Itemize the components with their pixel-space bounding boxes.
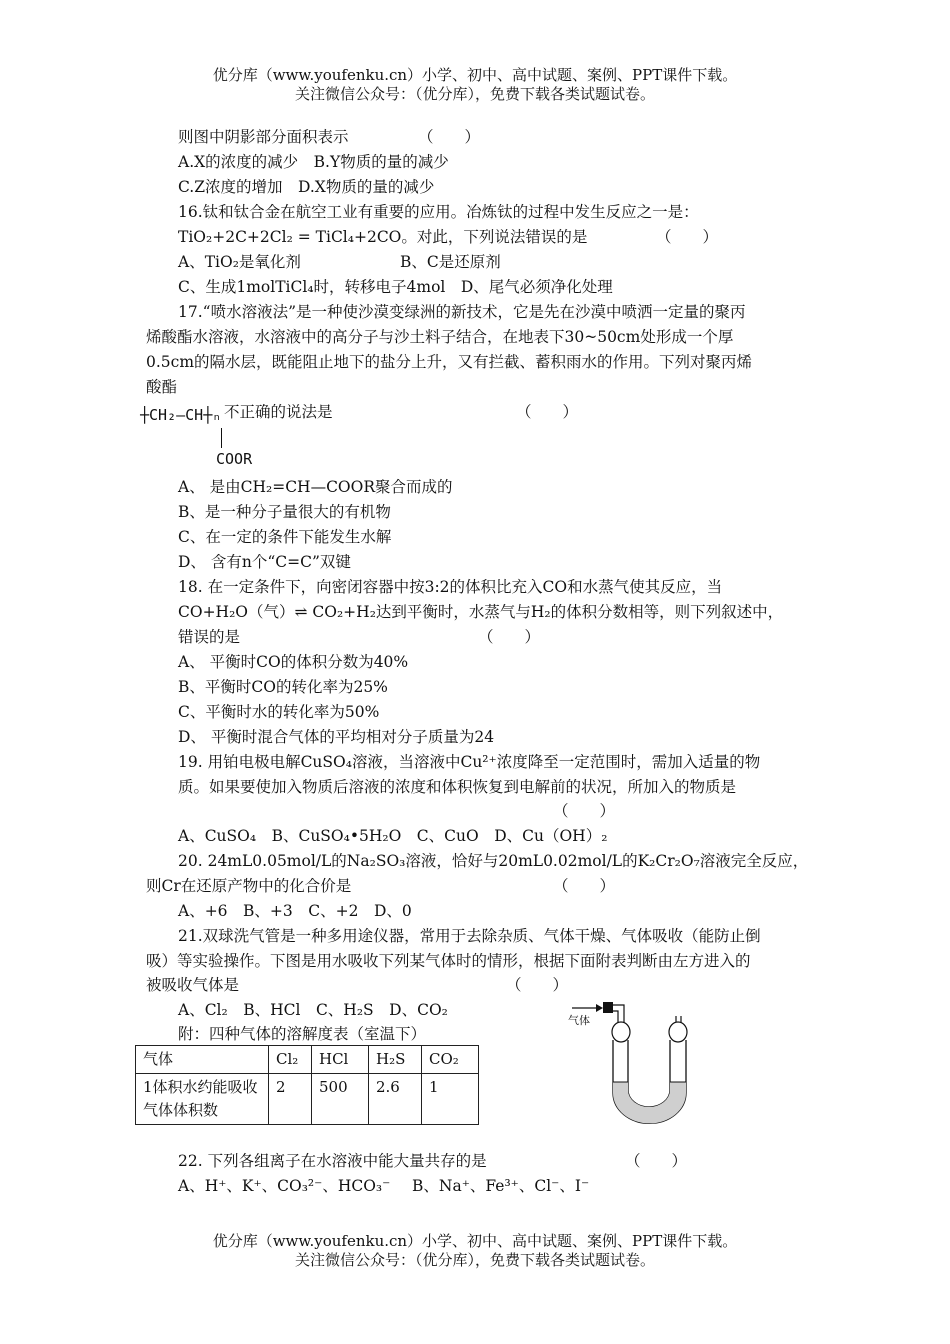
q18-option-a: A、 平衡时CO的体积分数为40% bbox=[178, 653, 409, 671]
q17-stem-2: 烯酸酯水溶液，水溶液中的高分子与沙土料子结合，在地表下30~50cm处形成一个厚 bbox=[146, 328, 734, 346]
q20-answer-paren: （ ） bbox=[553, 877, 616, 895]
q16-option-b: B、C是还原剂 bbox=[400, 253, 501, 271]
header-line-2: 关注微信公众号：（优分库），免费下载各类试题试卷。 bbox=[294, 85, 655, 103]
header-line-1: 优分库（www.youfenku.cn）小学、初中、高中试题、案例、PPT课件下载。 bbox=[212, 66, 738, 84]
table-cell: 500 bbox=[312, 1074, 369, 1125]
q18-stem-2: CO+H₂O（气）⇌ CO₂+H₂达到平衡时，水蒸气与H₂的体积分数相等，则下列叙述中， bbox=[178, 603, 784, 621]
q21-stem-3: 被吸收气体是 bbox=[146, 976, 240, 994]
q21-stem-1: 21.双球洗气管是一种多用途仪器，常用于去除杂质、气体干燥、气体吸收（能防止倒 bbox=[178, 927, 761, 945]
gas-arrow-head bbox=[596, 1004, 603, 1012]
q17-option-c: C、在一定的条件下能发生水解 bbox=[178, 528, 392, 546]
q16-answer-paren: （ ） bbox=[656, 228, 719, 246]
gas-solubility-table bbox=[135, 1045, 479, 1125]
table-row-label: 1体积水约能吸收气体体积数 bbox=[136, 1074, 269, 1125]
figure-gas-label: 气体 bbox=[568, 1014, 590, 1027]
table-cell: 1 bbox=[422, 1074, 479, 1125]
right-bulb bbox=[669, 1022, 687, 1042]
q15-options-ab: A.X的浓度的减少 B.Y物质的量的减少 bbox=[178, 153, 449, 171]
q16-stem-2: TiO₂+2C+2Cl₂ = TiCl₄+2CO。对此，下列说法错误的是 bbox=[178, 228, 588, 246]
q18-option-c: C、平衡时水的转化率为50% bbox=[178, 703, 380, 721]
q22-answer-paren: （ ） bbox=[625, 1152, 688, 1170]
table-header-cell: Cl₂ bbox=[269, 1046, 312, 1074]
q18-stem-3: 错误的是 bbox=[178, 628, 241, 646]
q22-stem: 22. 下列各组离子在水溶液中能大量共存的是 bbox=[178, 1152, 487, 1170]
q17-stem-5: 不正确的说法是 bbox=[224, 403, 333, 421]
q19-stem-1: 19. 用铂电极电解CuSO₄溶液，当溶液中Cu²⁺浓度降至一定范围时，需加入适量的物 bbox=[178, 753, 761, 771]
left-bulb bbox=[612, 1022, 630, 1042]
q20-stem-2: 则Cr在还原产物中的化合价是 bbox=[146, 877, 352, 895]
q20-options: A、+6 B、+3 C、+2 D、0 bbox=[178, 902, 412, 920]
q15-stem: 则图中阴影部分面积表示 bbox=[178, 128, 349, 146]
q18-answer-paren: （ ） bbox=[478, 628, 541, 646]
q18-stem-1: 18. 在一定条件下，向密闭容器中按3:2的体积比充入CO和水蒸气使其反应，当 bbox=[178, 578, 723, 596]
table-header-row bbox=[136, 1046, 479, 1074]
q17-stem-4: 酸酯 bbox=[146, 378, 178, 396]
q17-answer-paren: （ ） bbox=[516, 403, 579, 421]
table-header-cell: H₂S bbox=[369, 1046, 422, 1074]
q21-table-caption: 附：四种气体的溶解度表（室温下） bbox=[178, 1025, 427, 1043]
polyacrylate-structure bbox=[140, 406, 270, 468]
q18-option-b: B、平衡时CO的转化率为25% bbox=[178, 678, 388, 696]
q20-stem-1: 20. 24mL0.05mol/L的Na₂SO₃溶液，恰好与20mL0.02mol/L的K₂Cr₂O₇溶液完全反应， bbox=[178, 852, 809, 870]
q22-option-a: A、H⁺、K⁺、CO₃²⁻、HCO₃⁻ bbox=[178, 1177, 391, 1195]
q16-stem-1: 16.钛和钛合金在航空工业有重要的应用。冶炼钛的过程中发生反应之一是： bbox=[178, 203, 699, 221]
q19-stem-2: 质。如果要使加入物质后溶液的浓度和体积恢复到电解前的状况，所加入的物质是 bbox=[178, 778, 737, 796]
q17-option-a: A、 是由CH₂=CH—COOR聚合而成的 bbox=[178, 478, 453, 496]
polyacrylate-backbone: ┼CH₂—CH┼ₙ bbox=[140, 406, 222, 424]
inlet-stopper bbox=[603, 1002, 613, 1013]
polyacrylate-side-bond bbox=[221, 428, 222, 448]
table-header-cell: CO₂ bbox=[422, 1046, 479, 1074]
q15-answer-paren: （ ） bbox=[418, 128, 481, 146]
q21-options: A、Cl₂ B、HCl C、H₂S D、CO₂ bbox=[178, 1001, 448, 1019]
table-header-cell: HCl bbox=[312, 1046, 369, 1074]
table-header-cell: 气体 bbox=[136, 1046, 269, 1074]
q17-option-d: D、 含有n个“C=C”双键 bbox=[178, 553, 351, 571]
footer-line-1: 优分库（www.youfenku.cn）小学、初中、高中试题、案例、PPT课件下载。 bbox=[212, 1232, 738, 1250]
q18-option-d: D、 平衡时混合气体的平均相对分子质量为24 bbox=[178, 728, 495, 746]
q16-option-a: A、TiO₂是氧化剂 bbox=[178, 253, 301, 271]
u-tube-inner bbox=[628, 1040, 670, 1107]
q21-answer-paren: （ ） bbox=[506, 976, 569, 994]
water-liquid bbox=[613, 1082, 686, 1123]
q19-options: A、CuSO₄ B、CuSO₄•5H₂O C、CuO D、Cu（OH）₂ bbox=[178, 827, 608, 845]
polyacrylate-ester-group: COOR bbox=[216, 450, 253, 468]
table-row bbox=[136, 1074, 479, 1125]
q22-option-b: B、Na⁺、Fe³⁺、Cl⁻、I⁻ bbox=[412, 1177, 590, 1195]
table-cell: 2 bbox=[269, 1074, 312, 1125]
q21-stem-2: 吸）等实验操作。下图是用水吸收下列某气体时的情形，根据下面附表判断由左方进入的 bbox=[146, 952, 751, 970]
q15-options-cd: C.Z浓度的增加 D.X物质的量的减少 bbox=[178, 178, 435, 196]
q17-stem-1: 17.“喷水溶液法”是一种使沙漠变绿洲的新技术，它是先在沙漠中喷洒一定量的聚丙 bbox=[178, 303, 746, 321]
q17-option-b: B、是一种分子量很大的有机物 bbox=[178, 503, 391, 521]
footer-line-2: 关注微信公众号：（优分库），免费下载各类试题试卷。 bbox=[294, 1251, 655, 1269]
table-cell: 2.6 bbox=[369, 1074, 422, 1125]
q17-stem-3: 0.5cm的隔水层，既能阻止地下的盐分上升，又有拦截、蓄积雨水的作用。下列对聚丙烯 bbox=[146, 353, 753, 371]
q16-options-cd: C、生成1molTiCl₄时，转移电子4mol D、尾气必须净化处理 bbox=[178, 278, 613, 296]
q19-answer-paren: （ ） bbox=[553, 802, 616, 820]
